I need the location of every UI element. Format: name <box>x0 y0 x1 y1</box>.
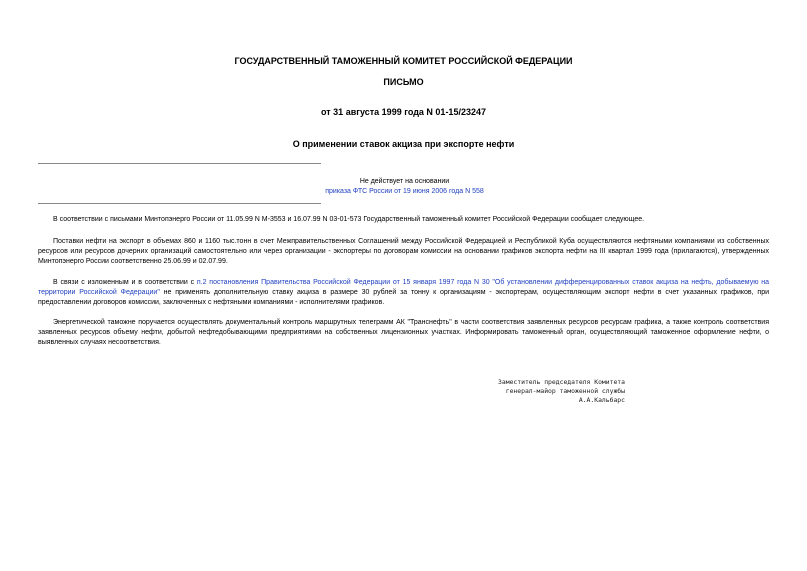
signature-position: Заместитель председателя Комитета <box>498 378 625 386</box>
divider-top <box>38 163 321 164</box>
paragraph-3 <box>38 278 769 309</box>
paragraph-3-text-end: не применять дополнительную ставку акциза в размере 30 рублей за тонну к организациям - экспортерам, осуществляющим экспорт нефти в счет указанных графиков, при предоставлении договоров комиссии, заключенных с нефтяными компаниями - исполнителями графиков. <box>38 289 769 307</box>
divider-bottom <box>38 203 321 204</box>
repeal-order-link[interactable]: приказа ФТС России от 19 июня 2006 года N 558 <box>325 188 484 195</box>
document-type: ПИСЬМО <box>383 77 424 87</box>
status-note: Не действует на основании <box>359 178 450 185</box>
document-date-number: от 31 августа 1999 года N 01-15/23247 <box>321 107 486 117</box>
issuing-authority: ГОСУДАРСТВЕННЫЙ ТАМОЖЕННЫЙ КОМИТЕТ РОССИЙСКОЙ ФЕДЕРАЦИИ <box>234 56 573 66</box>
status-note-link-line <box>38 187 771 197</box>
paragraph-2: Поставки нефти на экспорт в объемах 860 и 1160 тыс.тонн в счет Межправительственных Соглашений между Российской Федерацией и Республикой Куба осуществляются нефтяными компаниями из собственных ресурсов или ресурсов дочерних организаций самостоятельно или через организации - экспортеры по договорам комиссии на основании графиков экспорта нефти на III квартал 1999 года (прилагаются), утвержденных Минтопэнерго России соответственно 25.06.99 и 02.07.99. <box>38 238 769 266</box>
paragraph-3-text-start: В связи с изложенным и в соответствии с <box>53 279 197 286</box>
document-title: О применении ставок акциза при экспорте нефти <box>292 139 515 149</box>
signature-name: А.А.Кальбарс <box>578 396 625 404</box>
signature-rank: генерал-майор таможенной службы <box>505 387 625 395</box>
paragraph-1: В соответствии с письмами Минтопэнерго России от 11.05.99 N М-3553 и 16.07.99 N 03-01-573 Государственный таможенный комитет Российской Федерации сообщает следующее. <box>53 216 645 223</box>
government-decree-link[interactable]: п.2 постановления Правительства Российской Федерации от 15 января 1997 года N 30 "Об установлении дифференцированных ставок акциза на нефть, добываемую на территории Российской Федерации" <box>38 279 769 297</box>
paragraph-4: Энергетической таможне поручается осуществлять документальный контроль маршрутных телеграмм АК "Транснефть" в части соответствия заявленных ресурсов ресурсам графика, а также контроль соответствия заявленных ресурсов объему нефти, добытой нефтедобывающими предприятиями на собственных лицензионных участках. Информировать таможенный орган, осуществляющий таможенное оформление нефти, о выявленных случаях несоответствия. <box>38 319 769 347</box>
